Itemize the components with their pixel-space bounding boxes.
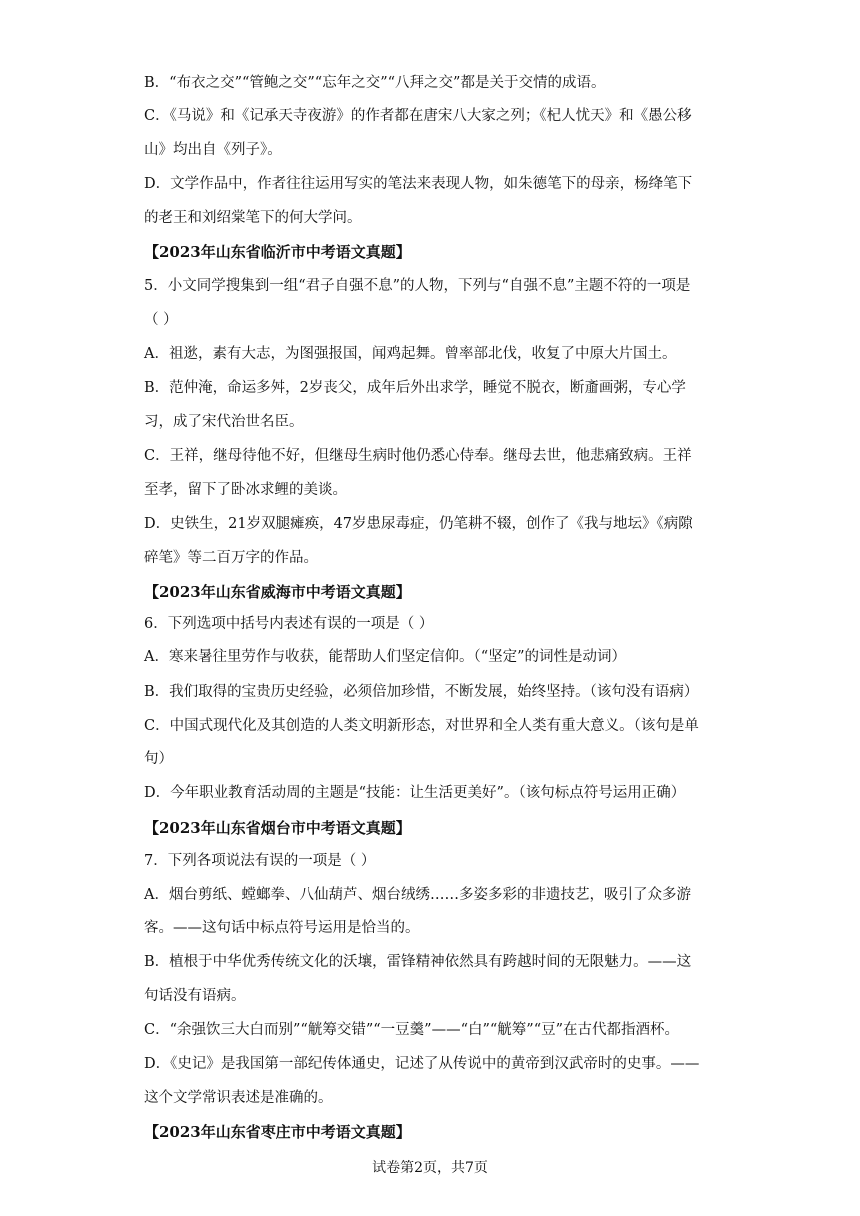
option-5c-line2: 至孝，留下了卧冰求鲤的美谈。 <box>144 482 347 498</box>
option-6c-line1: C．中国式现代化及其创造的人类文明新形态，对世界和全人类有重大意义。（该句是单 <box>144 718 699 734</box>
option-5c-line1: C．王祥，继母待他不好，但继母生病时他仍悉心侍奉。继母去世，他悲痛致病。王祥 <box>144 448 692 464</box>
page-footer: 试卷第2页，共7页 <box>372 1160 488 1176</box>
option-5b-line1: B．范仲淹，命运多舛，2岁丧父，成年后外出求学，睡觉不脱衣，断齑画粥，专心学 <box>144 380 686 396</box>
question-7-stem: 7．下列各项说法有误的一项是（ ） <box>144 853 376 869</box>
option-7a-line1: A．烟台剪纸、螳螂拳、八仙葫芦、烟台绒绣……多姿多彩的非遗技艺，吸引了众多游 <box>144 887 691 903</box>
question-5-stem: 5．小文同学搜集到一组“君子自强不息”的人物，下列与“自强不息”主题不符的一项是 <box>144 278 691 294</box>
section-heading-weihai: 【2023年山东省威海市中考语文真题】 <box>144 583 411 601</box>
option-6a: A．寒来暑往里劳作与收获，能帮助人们坚定信仰。（“坚定”的词性是动词） <box>144 649 627 665</box>
option-7b-line2: 句话没有语病。 <box>144 988 246 1004</box>
question-5-blank: （ ） <box>144 312 178 328</box>
option-6c-line2: 句） <box>144 751 173 767</box>
section-heading-zaozhuang: 【2023年山东省枣庄市中考语文真题】 <box>144 1123 411 1141</box>
section-heading-yantai: 【2023年山东省烟台市中考语文真题】 <box>144 819 411 837</box>
option-4c-line1: C．《马说》和《记承天寺夜游》的作者都在唐宋八大家之列；《杞人忧天》和《愚公移 <box>144 108 692 124</box>
option-4d-line2: 的老王和刘绍棠笔下的何大学问。 <box>144 210 362 226</box>
option-6d: D．今年职业教育活动周的主题是“技能：让生活更美好”。（该句标点符号运用正确） <box>144 785 686 801</box>
option-5d-line1: D．史铁生，21岁双腿瘫痪，47岁患尿毒症，仍笔耕不辍，创作了《我与地坛》《病隙 <box>144 516 693 532</box>
option-5d-line2: 碎笔》等二百万字的作品。 <box>144 550 318 566</box>
option-4d-line1: D．文学作品中，作者往往运用写实的笔法来表现人物，如朱德笔下的母亲，杨绛笔下 <box>144 176 693 192</box>
section-heading-linyi: 【2023年山东省临沂市中考语文真题】 <box>144 243 411 261</box>
option-7b-line1: B．植根于中华优秀传统文化的沃壤，雷锋精神依然具有跨越时间的无限魅力。——这 <box>144 954 692 970</box>
option-5a: A．祖逖，素有大志，为图强报国，闻鸡起舞。曾率部北伐，收复了中原大片国土。 <box>144 346 677 362</box>
option-7d-line1: D．《史记》是我国第一部纪传体通史，记述了从传说中的黄帝到汉武帝时的史事。—— <box>144 1056 700 1072</box>
option-7a-line2: 客。——这句话中标点符号运用是恰当的。 <box>144 920 420 936</box>
option-4b: B．“布衣之交”“管鲍之交”“忘年之交”“八拜之交”都是关于交情的成语。 <box>144 75 606 91</box>
option-5b-line2: 习，成了宋代治世名臣。 <box>144 414 304 430</box>
option-7d-line2: 这个文学常识表述是准确的。 <box>144 1090 333 1106</box>
option-7c: C．“余强饮三大白而别”“觥筹交错”“一豆羹”——“白”“觥筹”“豆”在古代都指酒杯。 <box>144 1022 680 1038</box>
option-4c-line2: 山》均出自《列子》。 <box>144 142 282 158</box>
option-6b: B．我们取得的宝贵历史经验，必须倍加珍惜，不断发展，始终坚持。（该句没有语病） <box>144 684 699 700</box>
question-6-stem: 6．下列选项中括号内表述有误的一项是（ ） <box>144 616 434 632</box>
